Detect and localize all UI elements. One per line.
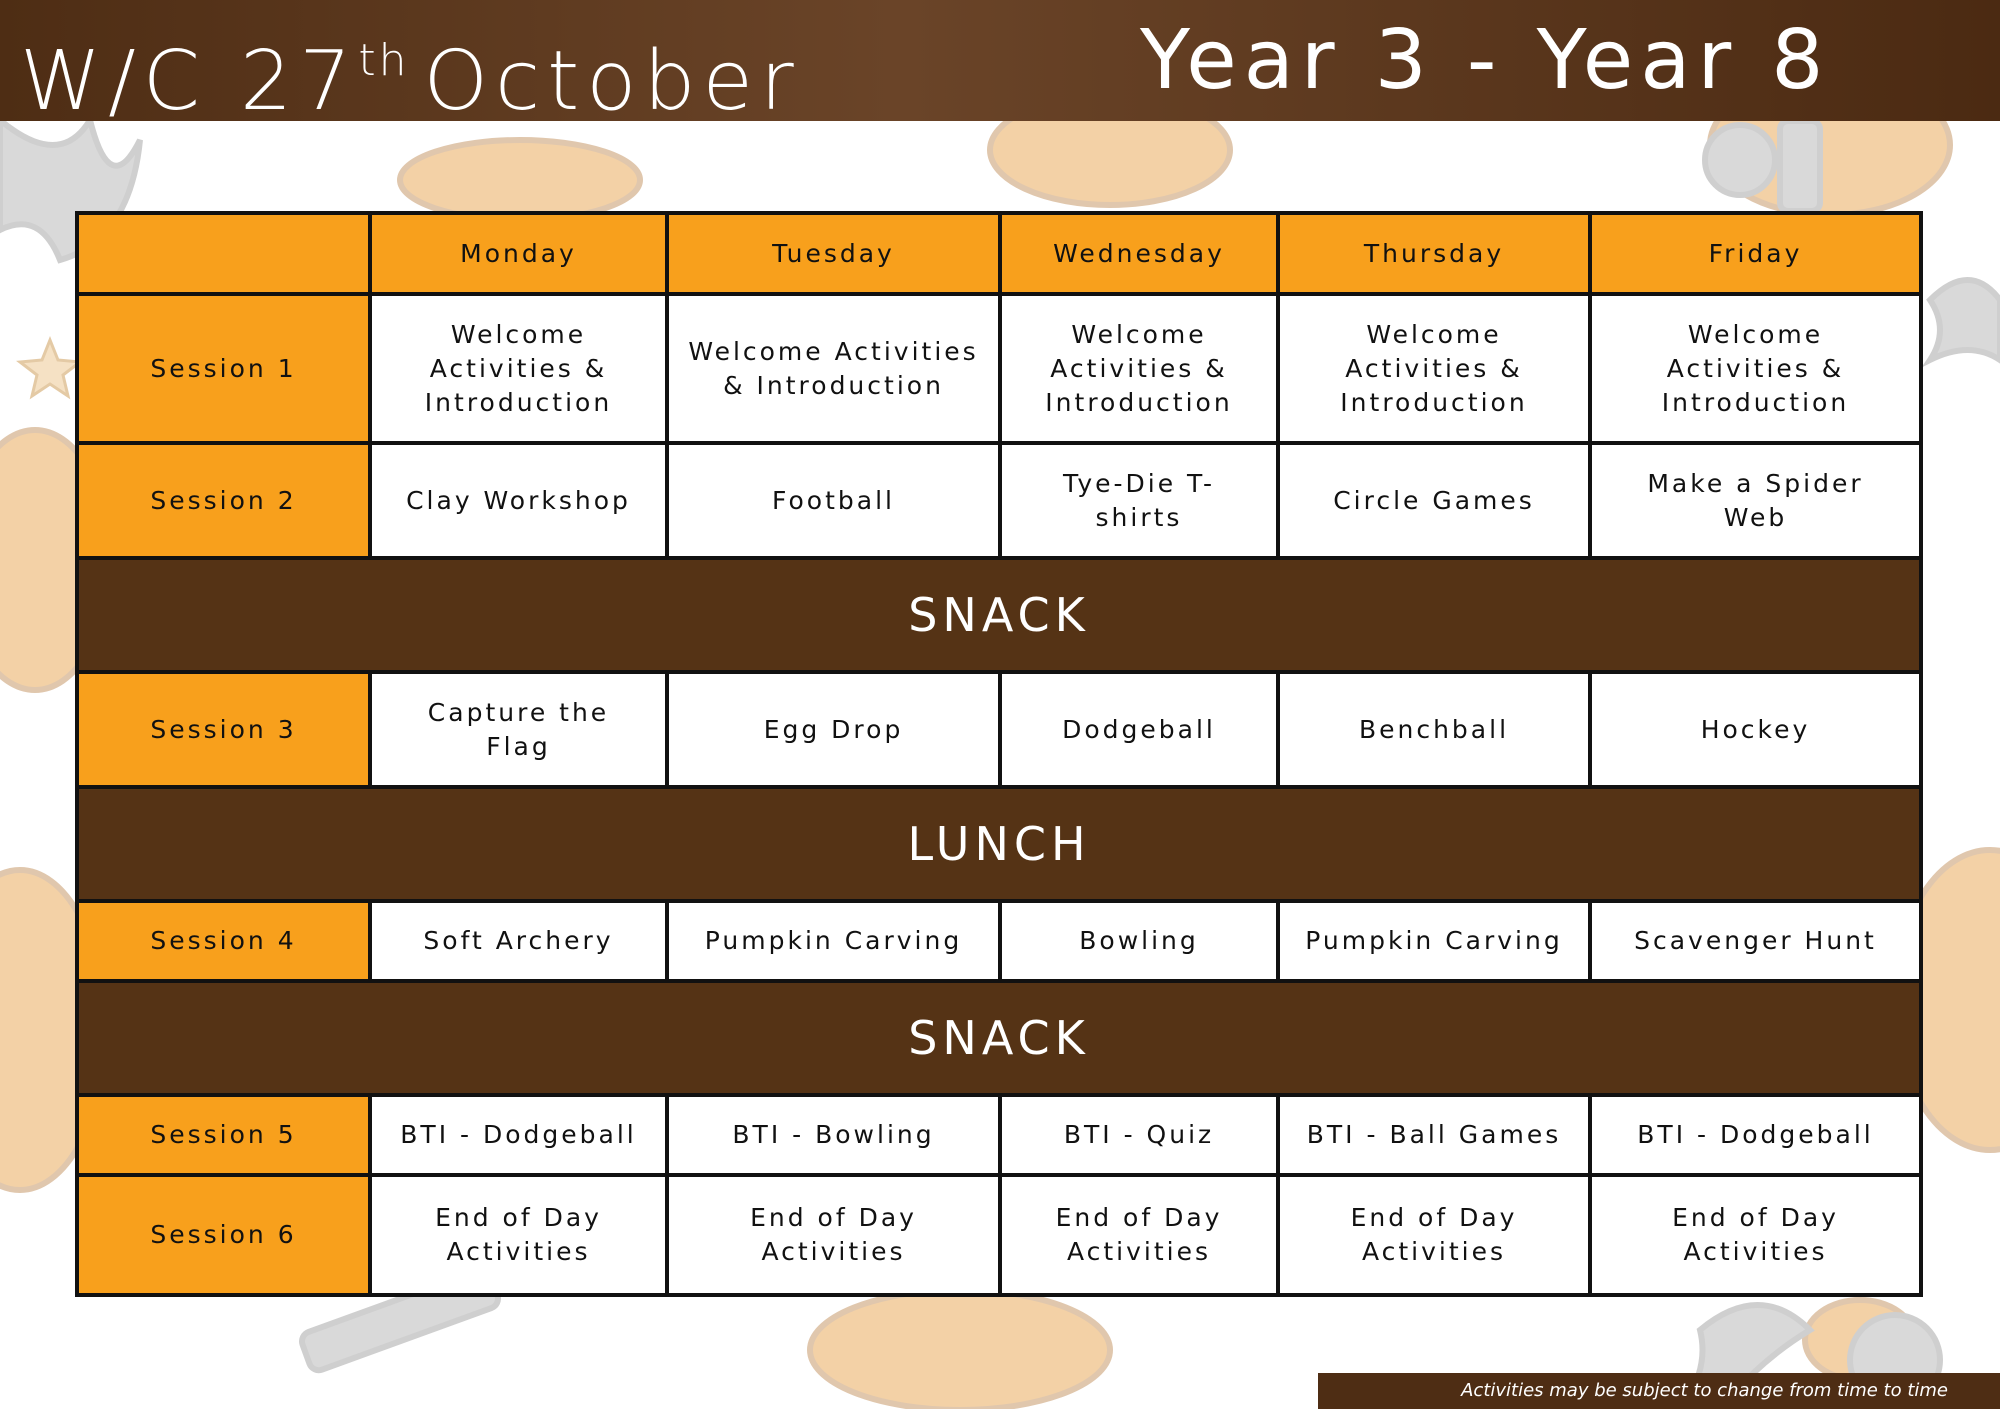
session-row-2: [77, 443, 1921, 558]
activity-cell: Scavenger Hunt: [1590, 901, 1921, 981]
activity-cell: End of Day Activities: [1590, 1175, 1921, 1295]
table-header-row: [77, 213, 1921, 294]
activity-cell: Welcome Activities & Introduction: [1590, 294, 1921, 443]
activity-cell: BTI - Dodgeball: [1590, 1095, 1921, 1175]
snack-break-banner: SNACK: [77, 558, 1921, 672]
activity-cell: BTI - Ball Games: [1278, 1095, 1590, 1175]
year-range-title: Year 3 - Year 8: [1140, 13, 1831, 108]
activity-cell: Bowling: [1000, 901, 1278, 981]
activity-cell: End of Day Activities: [667, 1175, 1000, 1295]
session-label: Session 5: [77, 1095, 370, 1175]
session-row-5: [77, 1095, 1921, 1175]
day-header-friday: Friday: [1590, 213, 1921, 294]
activity-cell: Benchball: [1278, 672, 1590, 787]
break-row-snack-2: [77, 981, 1921, 1095]
activity-cell: End of Day Activities: [370, 1175, 667, 1295]
activity-cell: Soft Archery: [370, 901, 667, 981]
activity-cell: Egg Drop: [667, 672, 1000, 787]
activity-cell: End of Day Activities: [1000, 1175, 1278, 1295]
skull-icon: [1705, 125, 1775, 195]
session-label: Session 2: [77, 443, 370, 558]
week-title-prefix: W/C 27: [20, 34, 359, 129]
pumpkin-icon: [810, 1290, 1110, 1409]
activity-cell: Welcome Activities & Introduction: [1278, 294, 1590, 443]
table-corner-cell: [77, 213, 370, 294]
broom-icon: [1780, 121, 1820, 211]
pumpkin-icon: [400, 140, 640, 220]
bat-icon: [1930, 280, 2000, 360]
schedule-table: [75, 211, 1923, 1297]
week-title-superscript: th: [358, 35, 410, 86]
activity-cell: Welcome Activities & Introduction: [667, 294, 1000, 443]
lunch-break-banner: LUNCH: [77, 787, 1921, 901]
activity-cell: Football: [667, 443, 1000, 558]
session-label: Session 6: [77, 1175, 370, 1295]
activity-cell: BTI - Bowling: [667, 1095, 1000, 1175]
activity-cell: BTI - Dodgeball: [370, 1095, 667, 1175]
activity-cell: Dodgeball: [1000, 672, 1278, 787]
session-row-4: [77, 901, 1921, 981]
session-row-6: [77, 1175, 1921, 1295]
session-label: Session 4: [77, 901, 370, 981]
activity-cell: End of Day Activities: [1278, 1175, 1590, 1295]
activity-cell: Welcome Activities & Introduction: [370, 294, 667, 443]
activity-cell: Pumpkin Carving: [667, 901, 1000, 981]
day-header-thursday: Thursday: [1278, 213, 1590, 294]
day-header-monday: Monday: [370, 213, 667, 294]
activity-cell: Hockey: [1590, 672, 1921, 787]
activity-cell: Capture the Flag: [370, 672, 667, 787]
activity-cell: Clay Workshop: [370, 443, 667, 558]
activity-cell: Pumpkin Carving: [1278, 901, 1590, 981]
session-label: Session 1: [77, 294, 370, 443]
week-title-month: October: [423, 34, 801, 129]
header-bar: [0, 0, 2000, 129]
session-label: Session 3: [77, 672, 370, 787]
activity-cell: Make a Spider Web: [1590, 443, 1921, 558]
disclaimer-note: Activities may be subject to change from time to time: [1318, 1373, 2000, 1409]
week-title: [20, 6, 801, 137]
day-header-tuesday: Tuesday: [667, 213, 1000, 294]
break-row-snack: [77, 558, 1921, 672]
activity-cell: Welcome Activities & Introduction: [1000, 294, 1278, 443]
activity-cell: Circle Games: [1278, 443, 1590, 558]
session-row-3: [77, 672, 1921, 787]
star-icon: [20, 340, 80, 396]
activity-cell: BTI - Quiz: [1000, 1095, 1278, 1175]
session-row-1: [77, 294, 1921, 443]
snack-break-banner: SNACK: [77, 981, 1921, 1095]
break-row-lunch: [77, 787, 1921, 901]
activity-cell: Tye-Die T-shirts: [1000, 443, 1278, 558]
day-header-wednesday: Wednesday: [1000, 213, 1278, 294]
